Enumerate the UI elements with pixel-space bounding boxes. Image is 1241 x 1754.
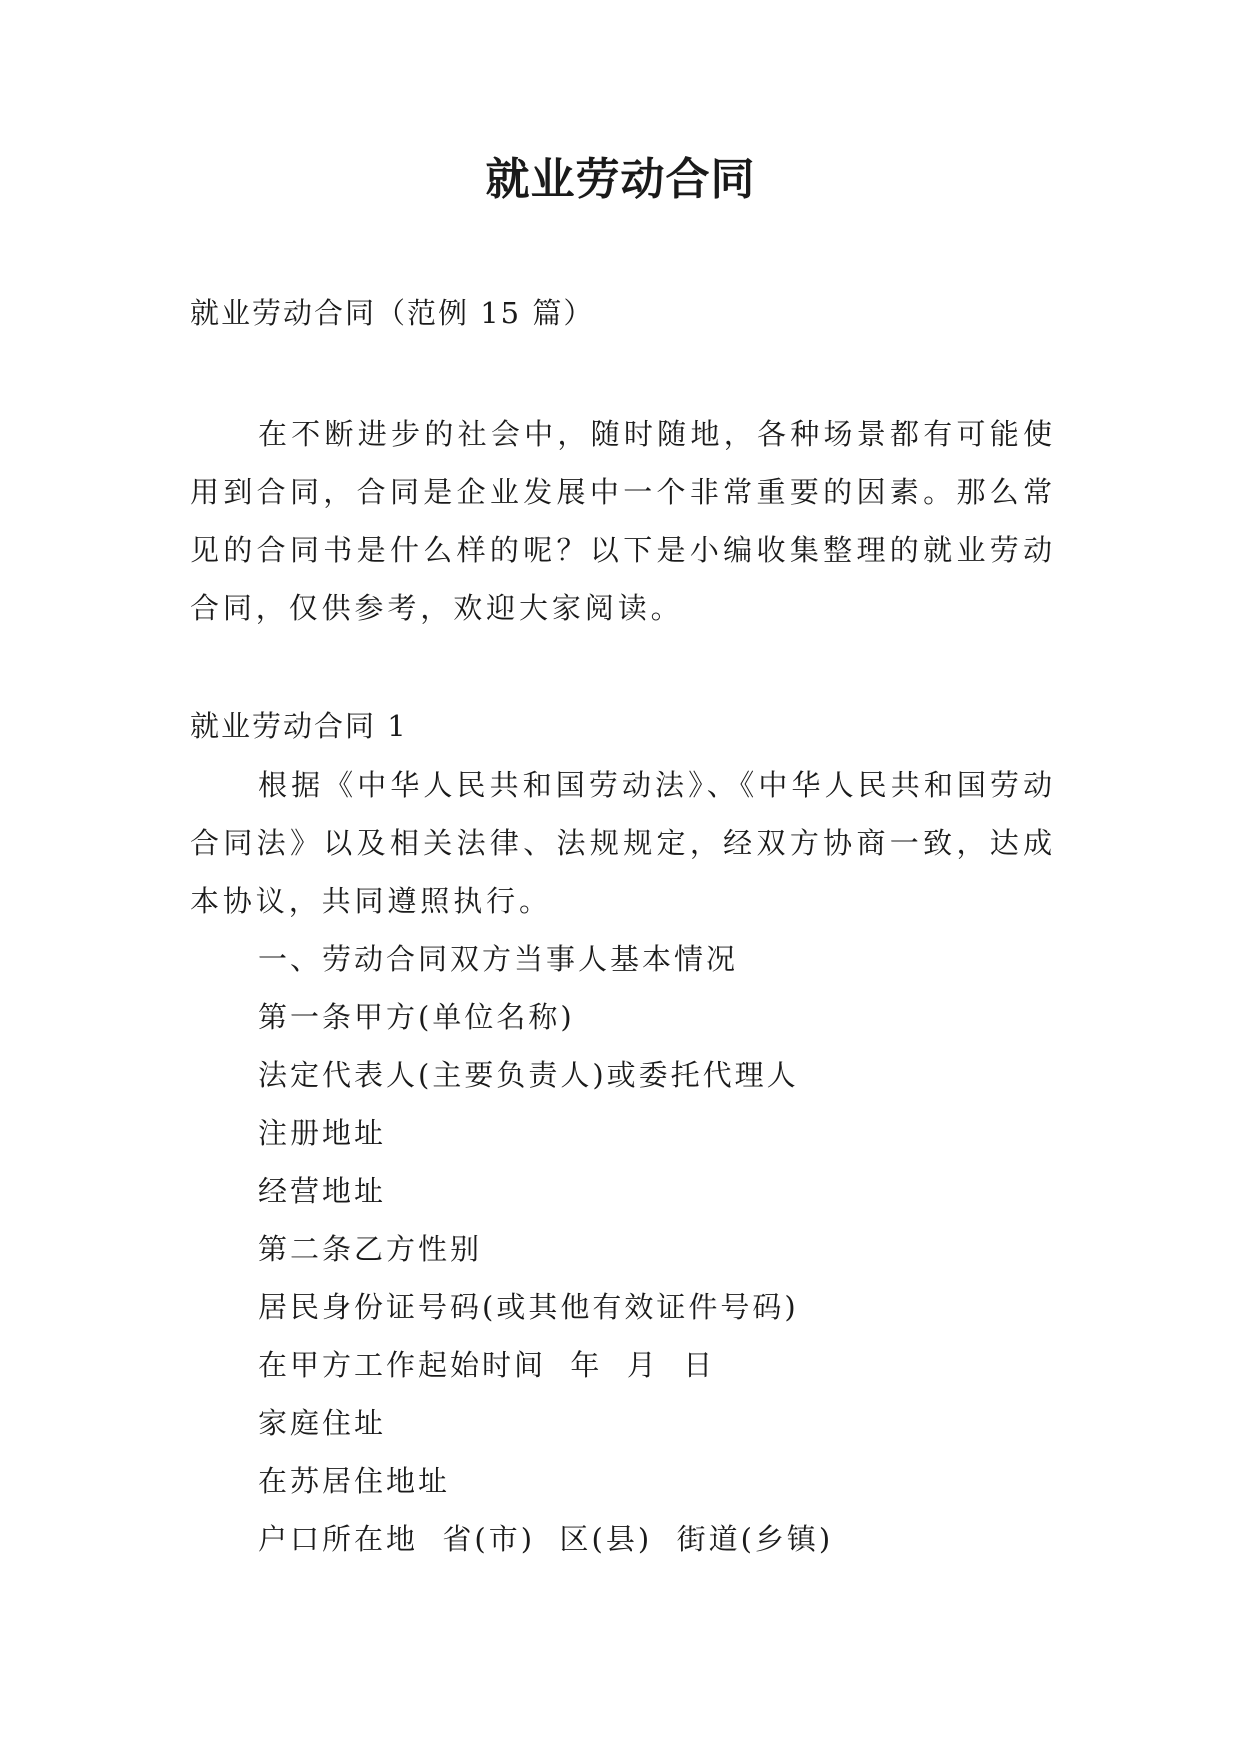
clause-line: 法定代表人(主要负责人)或委托代理人 <box>258 1058 799 1092</box>
intro-paragraph: 在不断进步的社会中，随时随地，各种场景都有可能使用到合同，合同是企业发展中一个非常重要的因素。那么常见的合同书是什么样的呢？以下是小编收集整理的就业劳动合同，仅供参考，欢迎大家阅读。 <box>190 417 1056 625</box>
clause-line: 在甲方工作起始时间 年 月 日 <box>258 1348 716 1382</box>
clause-line: 第一条甲方(单位名称) <box>258 1000 575 1034</box>
clause-line: 经营地址 <box>258 1174 387 1208</box>
clause-line: 家庭住址 <box>258 1406 387 1440</box>
section-heading: 就业劳动合同 1 <box>190 709 408 743</box>
clause-line: 在苏居住地址 <box>258 1464 451 1498</box>
clause-line: 一、劳动合同双方当事人基本情况 <box>258 942 739 976</box>
clause-line: 居民身份证号码(或其他有效证件号码) <box>258 1290 799 1324</box>
contract-preamble-paragraph: 根据《中华人民共和国劳动法》、《中华人民共和国劳动合同法》以及相关法律、法规规定，经双方协商一致，达成本协议，共同遵照执行。 <box>190 768 1056 918</box>
clause-line: 第二条乙方性别 <box>258 1232 483 1266</box>
contract-clause-list <box>258 930 1058 1568</box>
document-subtitle: 就业劳动合同（范例 15 篇） <box>190 296 595 330</box>
clause-line: 户口所在地 省(市) 区(县) 街道(乡镇) <box>258 1522 834 1556</box>
document-title: 就业劳动合同 <box>485 154 756 205</box>
clause-line: 注册地址 <box>258 1116 387 1150</box>
